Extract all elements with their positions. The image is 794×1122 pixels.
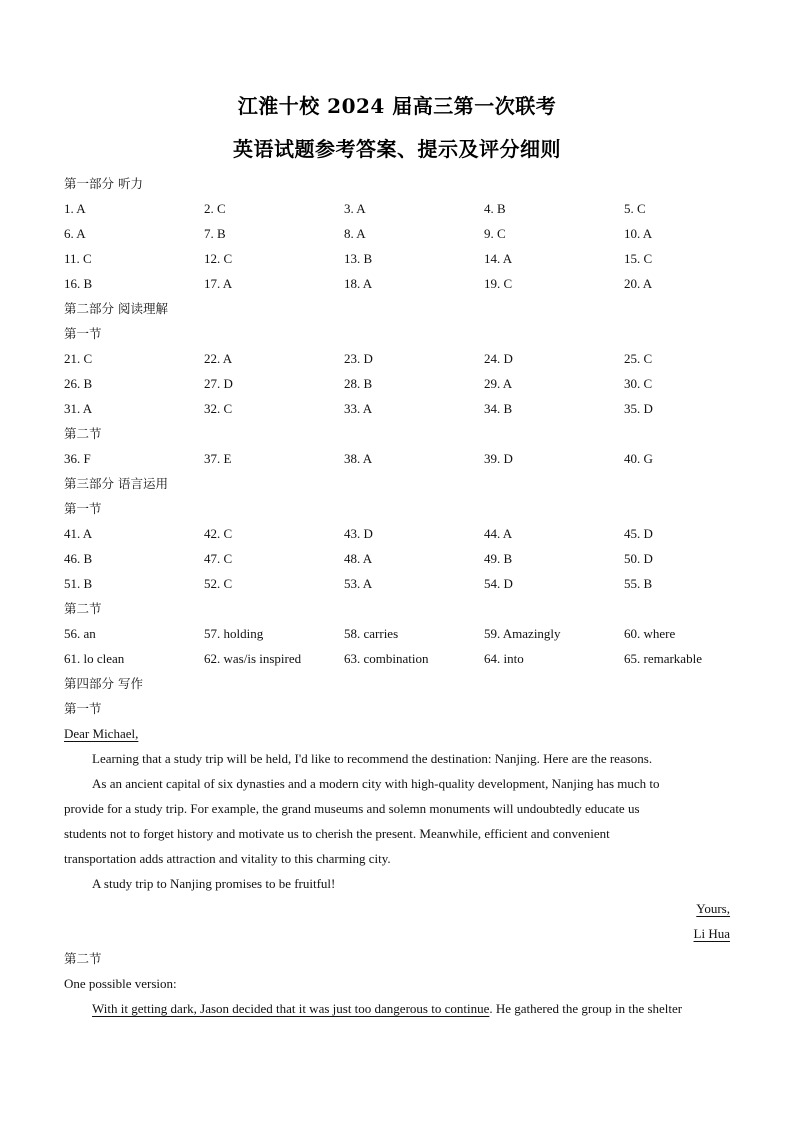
answer-cell: 47. C xyxy=(204,551,233,566)
part3-section1-heading: 第一节 xyxy=(64,501,102,516)
page-title: 江淮十校 2024 届高三第一次联考 xyxy=(237,94,557,118)
letter-paragraph-3: A study trip to Nanjing promises to be fruitful! xyxy=(92,876,336,891)
answer-cell: 13. B xyxy=(344,251,373,266)
answer-cell: 39. D xyxy=(484,451,513,466)
answer-cell: 65. remarkable xyxy=(624,651,702,666)
letter-salutation xyxy=(64,721,730,746)
answer-cell: 60. where xyxy=(624,626,676,641)
answer-cell: 18. A xyxy=(344,276,373,291)
page-subtitle: 英语试题参考答案、提示及评分细则 xyxy=(233,137,561,161)
answer-cell: 5. C xyxy=(624,201,646,216)
part3-section2-answers xyxy=(64,621,730,671)
answer-cell: 46. B xyxy=(64,551,93,566)
answer-cell: 11. C xyxy=(64,251,92,266)
answer-cell: 54. D xyxy=(484,576,513,591)
part2-section1-heading: 第一节 xyxy=(64,326,102,341)
answer-cell: 6. A xyxy=(64,226,86,241)
answer-cell: 40. G xyxy=(624,451,653,466)
answer-cell: 30. C xyxy=(624,376,653,391)
answer-cell: 44. A xyxy=(484,526,513,541)
answer-cell: 8. A xyxy=(344,226,366,241)
answer-cell: 26. B xyxy=(64,376,93,391)
answer-cell: 16. B xyxy=(64,276,93,291)
answer-cell: 58. carries xyxy=(344,626,399,641)
answer-cell: 17. A xyxy=(204,276,233,291)
answer-row xyxy=(64,546,730,571)
answer-cell: 33. A xyxy=(344,401,373,416)
part2-section2-answers xyxy=(64,446,730,471)
part2-heading: 第二部分 阅读理解 xyxy=(64,301,168,316)
answer-cell: 34. B xyxy=(484,401,513,416)
answer-cell: 21. C xyxy=(64,351,93,366)
part1-heading: 第一部分 听力 xyxy=(64,176,143,191)
story-underlined-sentence: With it getting dark, Jason decided that it was just too dangerous to continue xyxy=(92,1001,490,1016)
answer-cell: 4. B xyxy=(484,201,506,216)
answer-row xyxy=(64,646,730,671)
answer-cell: 51. B xyxy=(64,576,93,591)
story-continuation: . He gathered the group in the shelter xyxy=(489,1001,683,1016)
answer-cell: 24. D xyxy=(484,351,513,366)
answer-row xyxy=(64,371,730,396)
salutation-text: Dear Michael, xyxy=(64,726,139,741)
answer-cell: 22. A xyxy=(204,351,233,366)
letter-paragraph-2-line-3: students not to forget history and motivate us to cherish the present. Meanwhile, efficient and convenient xyxy=(64,826,610,841)
version-label: One possible version: xyxy=(64,976,177,991)
part3-section1-answers xyxy=(64,521,730,596)
answer-cell: 63. combination xyxy=(344,651,429,666)
closing-text: Yours, xyxy=(696,901,730,916)
answer-cell: 53. A xyxy=(344,576,373,591)
answer-row xyxy=(64,196,730,221)
answer-cell: 49. B xyxy=(484,551,513,566)
answer-cell: 12. C xyxy=(204,251,233,266)
answer-cell: 27. D xyxy=(204,376,233,391)
answer-row xyxy=(64,621,730,646)
answer-cell: 57. holding xyxy=(204,626,264,641)
answer-cell: 7. B xyxy=(204,226,226,241)
answer-row xyxy=(64,396,730,421)
answer-cell: 56. an xyxy=(64,626,96,641)
letter-paragraph-1: Learning that a study trip will be held, I'd like to recommend the destination: Nanjing. Here are the reasons. xyxy=(92,751,653,766)
answer-cell: 64. into xyxy=(484,651,524,666)
letter-closing xyxy=(64,896,730,921)
answer-cell: 32. C xyxy=(204,401,233,416)
answer-cell: 61. lo clean xyxy=(64,651,125,666)
answer-cell: 48. A xyxy=(344,551,373,566)
answer-row xyxy=(64,246,730,271)
part4-heading: 第四部分 写作 xyxy=(64,676,143,691)
answer-cell: 9. C xyxy=(484,226,506,241)
answer-cell: 36. F xyxy=(64,451,91,466)
answer-cell: 41. A xyxy=(64,526,93,541)
answer-cell: 45. D xyxy=(624,526,653,541)
answer-cell: 50. D xyxy=(624,551,653,566)
answer-cell: 55. B xyxy=(624,576,653,591)
answer-row xyxy=(64,221,730,246)
letter-paragraph-2-line-4: transportation adds attraction and vitality to this charming city. xyxy=(64,851,391,866)
answer-row xyxy=(64,521,730,546)
answer-cell: 15. C xyxy=(624,251,653,266)
part2-section1-answers xyxy=(64,346,730,421)
answer-cell: 62. was/is inspired xyxy=(204,651,302,666)
letter-paragraph-2-line-1: As an ancient capital of six dynasties and a modern city with high-quality development, Nanjing has much to xyxy=(92,776,660,791)
answer-cell: 37. E xyxy=(204,451,232,466)
answer-cell: 1. A xyxy=(64,201,86,216)
answer-row xyxy=(64,346,730,371)
answer-cell: 35. D xyxy=(624,401,653,416)
answer-cell: 25. C xyxy=(624,351,653,366)
answer-cell: 20. A xyxy=(624,276,653,291)
story-first-line xyxy=(64,996,730,1021)
part1-answers xyxy=(64,196,730,296)
answer-cell: 10. A xyxy=(624,226,653,241)
answer-row xyxy=(64,571,730,596)
answer-cell: 23. D xyxy=(344,351,373,366)
answer-cell: 3. A xyxy=(344,201,366,216)
signature-text: Li Hua xyxy=(693,926,730,941)
answer-cell: 28. B xyxy=(344,376,373,391)
part3-section2-heading: 第二节 xyxy=(64,601,102,616)
part3-heading: 第三部分 语言运用 xyxy=(64,476,168,491)
answer-content xyxy=(64,171,730,1021)
answer-cell: 19. C xyxy=(484,276,513,291)
answer-cell: 2. C xyxy=(204,201,226,216)
part4-section2-heading: 第二节 xyxy=(64,951,102,966)
part4-section1-heading: 第一节 xyxy=(64,701,102,716)
letter-signature xyxy=(64,921,730,946)
answer-cell: 59. Amazingly xyxy=(484,626,561,641)
answer-cell: 42. C xyxy=(204,526,233,541)
answer-row xyxy=(64,446,730,471)
answer-cell: 14. A xyxy=(484,251,513,266)
letter-paragraph-2-line-2: provide for a study trip. For example, the grand museums and solemn monuments will undoubtedly educate us xyxy=(64,801,640,816)
answer-cell: 31. A xyxy=(64,401,93,416)
answer-row xyxy=(64,271,730,296)
part2-section2-heading: 第二节 xyxy=(64,426,102,441)
answer-cell: 43. D xyxy=(344,526,373,541)
answer-cell: 29. A xyxy=(484,376,513,391)
answer-cell: 52. C xyxy=(204,576,233,591)
answer-cell: 38. A xyxy=(344,451,373,466)
